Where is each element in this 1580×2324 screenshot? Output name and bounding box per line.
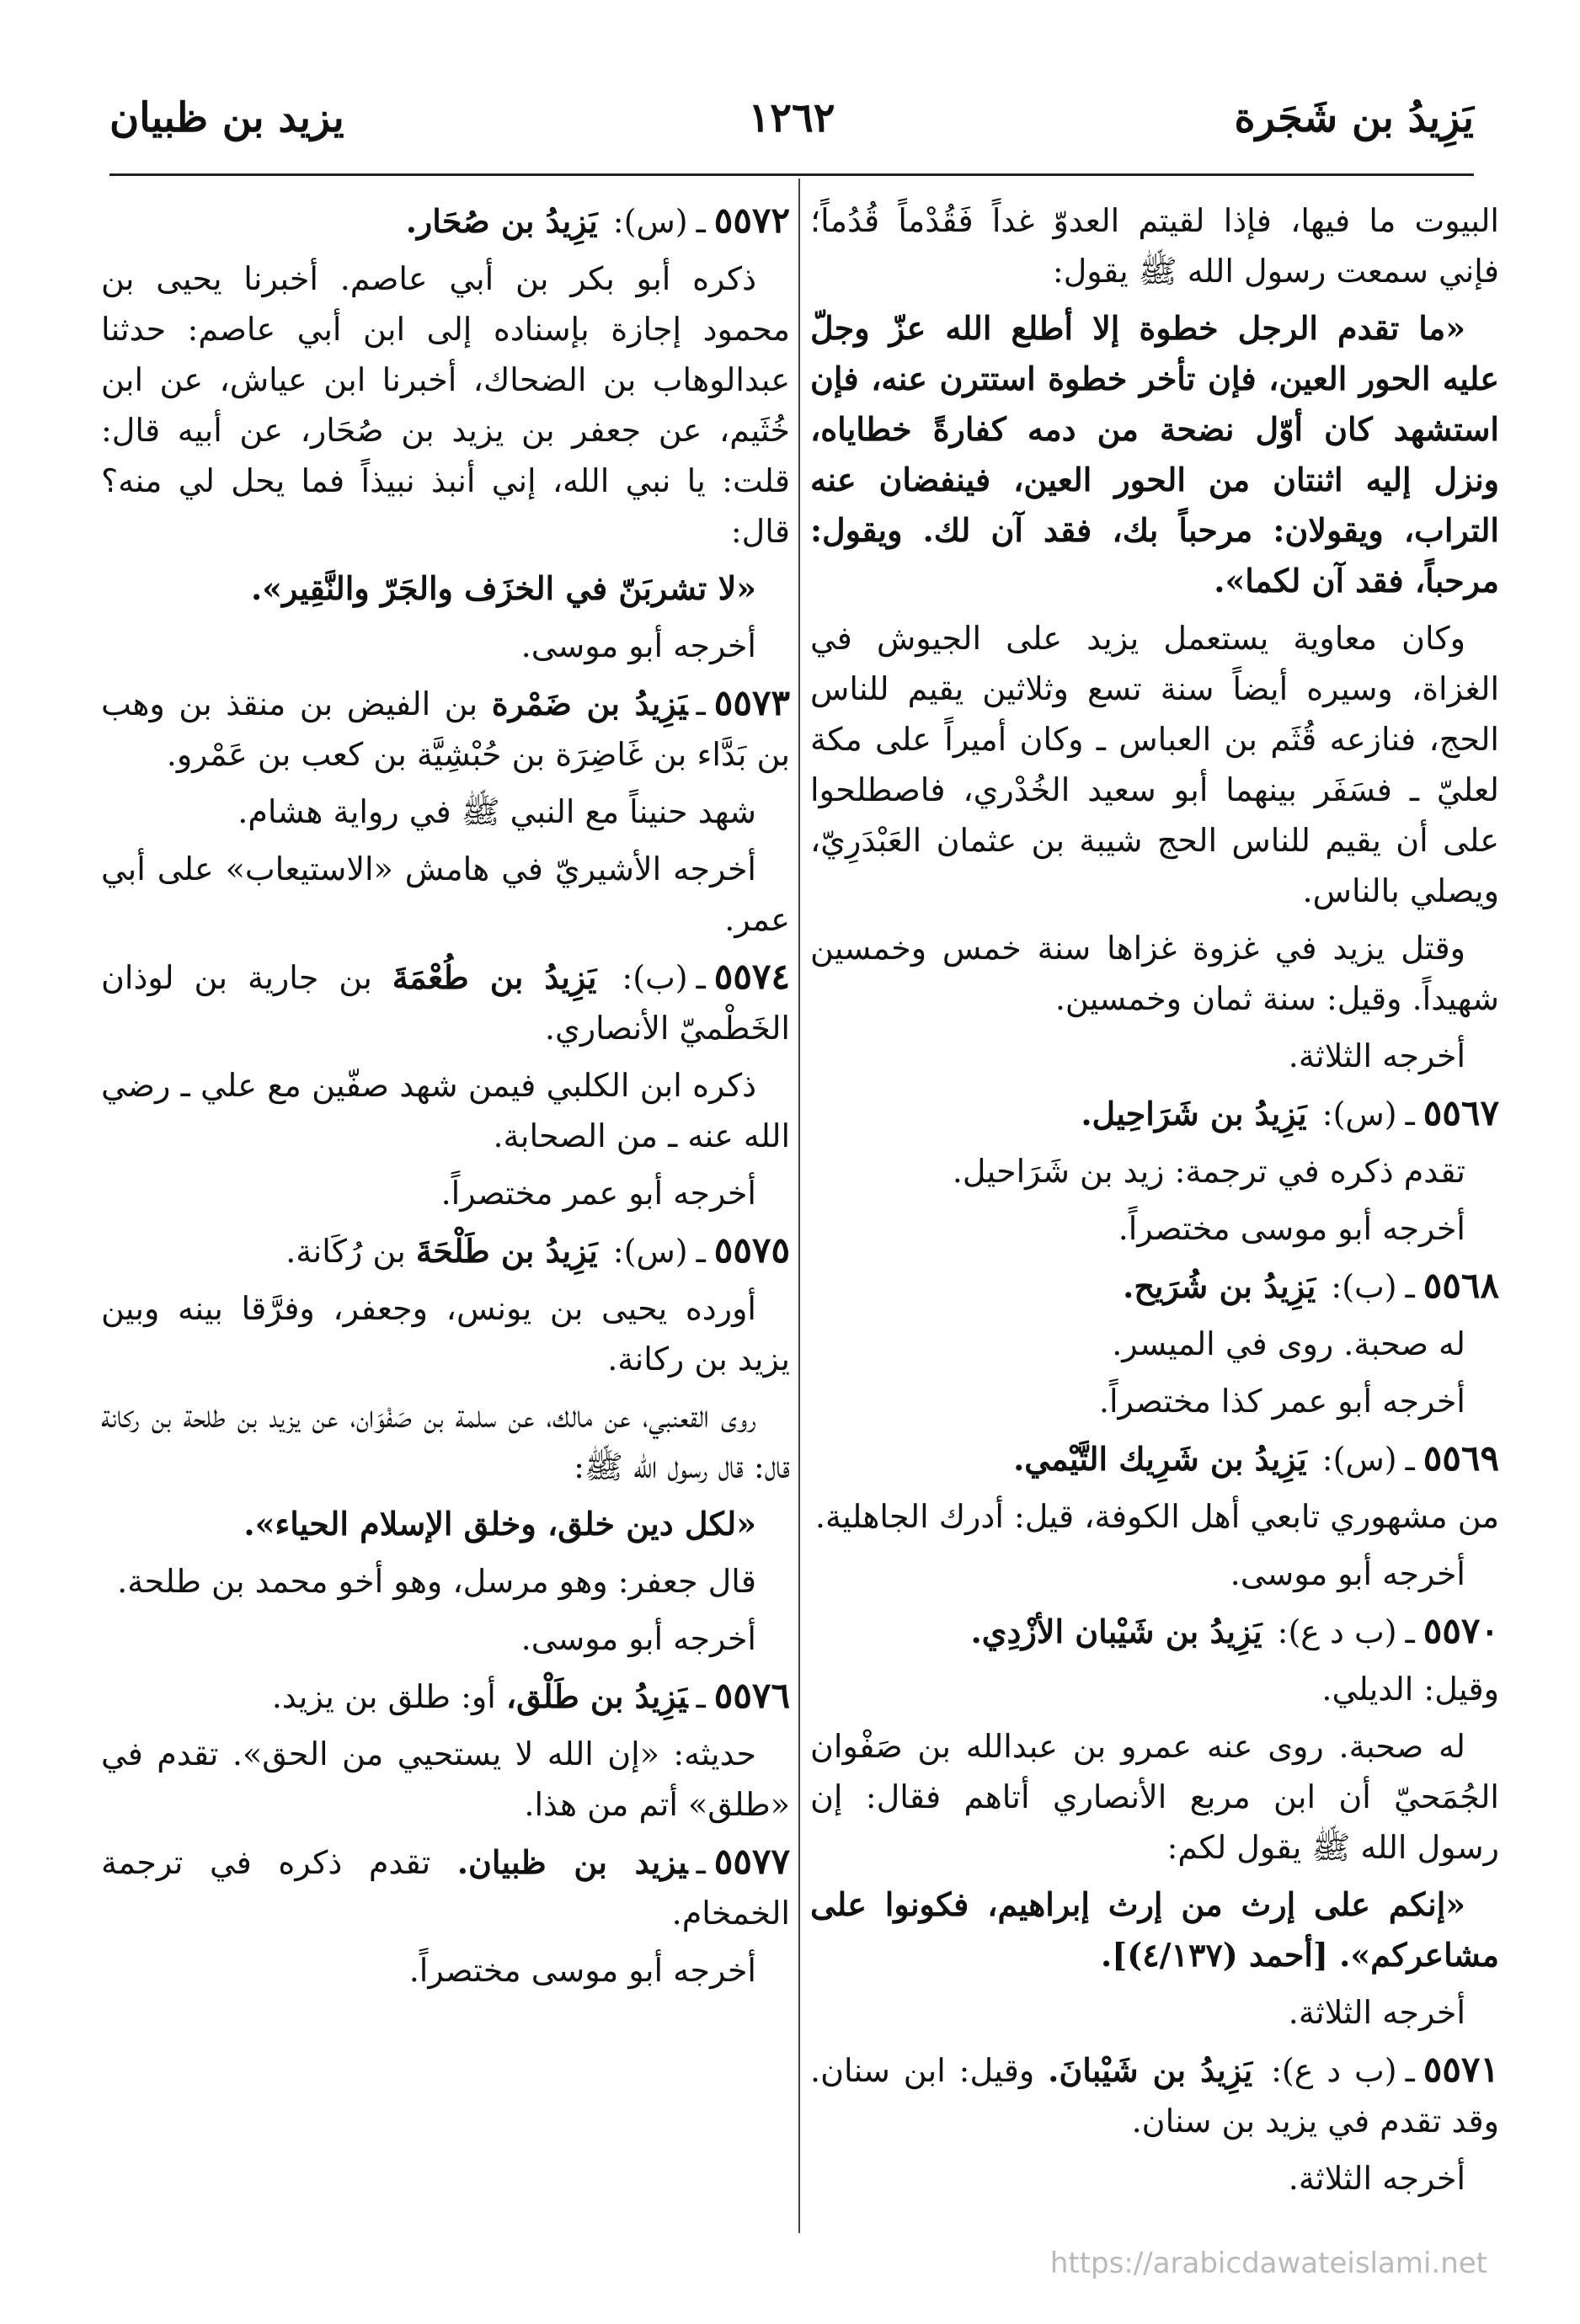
entry-name: يَزِيدُ بن شَرِيك التَّيْمي. (1013, 1440, 1307, 1478)
body-paragraph: روى القعنبي، عن مالك، عن سلمة بن صَفْوَان، عن يزيد بن طلحة بن ركانة قال: قال رسول الله ﷺ: (101, 1398, 790, 1485)
entry-dash: ـ (696, 1678, 706, 1715)
body-paragraph: أورده يحيى بن يونس، وجعفر، وفرَّقا بينه وبين يزيد بن ركانة. (101, 1290, 790, 1378)
entry-number: ٥٥٦٩ (1423, 1437, 1499, 1479)
entry-lineage: تقدم ذكره في ترجمة الخمخام. (101, 1844, 790, 1932)
source-code: (ب د ع): (1271, 2052, 1397, 2089)
biography-entry-heading (810, 1261, 1499, 1312)
source-code: (س): (612, 1233, 688, 1270)
entry-dash: ـ (696, 203, 706, 240)
body-paragraph: من مشهوري تابعي أهل الكوفة، قيل: أدرك الجاهلية. (814, 1498, 1499, 1535)
body-paragraph: له صحبة. روى في الميسر. (1112, 1325, 1465, 1362)
biography-entry-heading (810, 1433, 1499, 1484)
entry-number: ٥٥٧٠ (1423, 1610, 1499, 1651)
biography-entry-heading (101, 951, 790, 1053)
entry-lineage: أو: طلق بن يزيد. (271, 1678, 506, 1715)
entry-dash: ـ (1405, 1095, 1415, 1133)
entry-dash: ـ (1405, 2052, 1415, 2089)
running-title-left: يزيد بن ظبيان (109, 94, 344, 141)
biography-entry-heading (810, 1088, 1499, 1139)
entry-dash: ـ (696, 1844, 706, 1881)
hadith-quote: «لا تشربَنّ في الخزَف والجَرّ والنَّقِير». (251, 569, 756, 607)
running-title-right: يَزِيدُ بن شَجَرة (1234, 94, 1474, 141)
entry-dash: ـ (696, 1233, 706, 1270)
body-paragraph: أخرجه أبو موسى. (520, 627, 756, 664)
body-paragraph: شهد حنيناً مع النبي ﷺ في رواية هشام. (238, 793, 756, 830)
hadith-quote: «ما تقدم الرجل خطوة إلا أطلع الله عزّ وجلّ عليه الحور العين، فإن تأخر خطوة استترن عنه، فإن استشهد كان أوّل نضحة من دمه كفارةً خطاياه، ونزل إليه اثنتان من الحور العين، فينفضان عنه التراب، ويقولان: مرحباً بك، فقد آن لك. ويقول: مرحباً، فقد آن لكما». (810, 309, 1499, 600)
entry-name: يزيد بن ظبيان. (456, 1843, 688, 1881)
body-paragraph: له صحبة. روى عنه عمرو بن عبدالله بن صَفْوان الجُمَحيّ أن ابن مربع الأنصاري أتاهم فقال: إن رسول الله ﷺ يقول لكم: (810, 1728, 1499, 1866)
biography-entry-heading (101, 678, 790, 780)
body-paragraph: وقتل يزيد في غزوة غزاها سنة خمس وخمسين شهيداً. وقيل: سنة ثمان وخمسين. (810, 930, 1499, 1017)
entry-name: يَزِيدُ بن طَلْق، (505, 1677, 688, 1715)
entry-dash: ـ (1405, 1441, 1415, 1478)
biography-entry-heading (810, 1606, 1499, 1657)
entry-dash: ـ (696, 959, 706, 996)
entry-name: يَزِيدُ بن ضَمْرة (491, 685, 688, 722)
page-header (109, 94, 1474, 165)
entry-name: يَزِيدُ بن طَلْحَةَ (415, 1232, 598, 1270)
source-code: (ب): (622, 959, 688, 996)
entry-number: ٥٥٧٦ (713, 1675, 790, 1716)
body-paragraph: البيوت ما فيها، فإذا لقيتم العدوّ غداً فَقُدْماً قُدُماً؛ فإني سمعت رسول الله ﷺ يقول: (810, 202, 1499, 290)
body-paragraph: أخرجه أبو عمر مختصراً. (440, 1175, 756, 1212)
right-column (810, 195, 1499, 2210)
body-paragraph: أخرجه الثلاثة. (1288, 2160, 1465, 2197)
entry-number: ٥٥٦٨ (1423, 1265, 1499, 1306)
page-number: ١٢٦٢ (748, 94, 835, 141)
biography-entry-heading (101, 1836, 790, 1938)
entry-lineage: بن الفيض بن منقذ بن وهب بن بَدَّاء بن غَاضِرَة بن حُبْشِيَّة بن كعب بن عَمْرو. (101, 685, 790, 773)
body-paragraph: تقدم ذكره في ترجمة: زيد بن شَرَاحيل. (952, 1153, 1465, 1190)
body-paragraph: أخرجه أبو موسى مختصراً. (1118, 1210, 1465, 1247)
entry-number: ٥٥٧٤ (713, 956, 790, 997)
body-paragraph: أخرجه الأشيريّ في هامش «الاستيعاب» على أبي عمر. (101, 850, 790, 938)
entry-number: ٥٥٧٥ (713, 1229, 790, 1271)
entry-lineage: بن جارية بن لوذان الخَطْميّ الأنصاري. (101, 959, 790, 1047)
entry-number: ٥٥٧١ (1423, 2049, 1499, 2090)
body-paragraph: وقيل: الديلي. (1321, 1671, 1499, 1708)
source-code: (س): (1321, 1441, 1397, 1478)
body-paragraph: ذكره أبو بكر بن أبي عاصم. أخبرنا يحيى بن محمود إجازة بإسناده إلى ابن أبي عاصم: حدثنا عبدالوهاب بن الضحاك، أخبرنا ابن عياش، عن ابن خُثَيم، عن جعفر بن يزيد بن صُحَار، عن أبيه قال: قلت: يا نبي الله، إني أنبذ نبيذاً فما يحل لي منه؟ قال: (101, 260, 791, 550)
body-paragraph: ذكره ابن الكلبي فيمن شهد صفّين مع علي ـ رضي الله عنه ـ من الصحابة. (101, 1067, 790, 1154)
biography-entry-heading (101, 195, 790, 247)
biography-entry-heading (101, 1225, 790, 1277)
entry-lineage: بن رُكَانة. (286, 1233, 416, 1270)
source-code: (ب): (1331, 1268, 1397, 1305)
entry-lineage: وقيل: ابن سنان. وقد تقدم في يزيد بن سنان. (810, 2052, 1499, 2140)
entry-dash: ـ (696, 685, 706, 722)
entry-name: يَزِيدُ بن شُرَيح. (1123, 1267, 1316, 1305)
body-paragraph: أخرجه الثلاثة. (1288, 1994, 1465, 2031)
entry-number: ٥٥٧٢ (713, 200, 790, 241)
entry-number: ٥٥٧٣ (713, 682, 791, 723)
body-paragraph: أخرجه أبو موسى مختصراً. (408, 1952, 756, 1989)
entry-number: ٥٥٦٧ (1423, 1092, 1499, 1133)
hadith-quote: «إنكم على إرث من إرث إبراهيم، فكونوا على مشاعركم». [أحمد (٤/١٣٧)]. (810, 1885, 1499, 1974)
source-code: (س): (1321, 1095, 1397, 1133)
entry-name: يَزِيدُ بن شَرَاحِيل. (1081, 1095, 1307, 1133)
entry-name: يَزِيدُ بن شَيْبانَ. (1048, 2051, 1253, 2089)
source-code: (س): (612, 203, 688, 240)
body-paragraph: وكان معاوية يستعمل يزيد على الجيوش في الغزاة، وسيره أيضاً سنة تسع وثلاثين يقيم للناس الحج، فنازعه قُثَم بن العباس ـ وكان أميراً على مكة لعليّ ـ فسَفَر بينهما أبو سعيد الخُدْري، فاصطلحوا على أن يقيم للناس الحج شيبة بن عثمان العَبْدَرِيّ، ويصلي بالناس. (810, 620, 1499, 909)
left-column (101, 195, 790, 2002)
body-paragraph: قال جعفر: وهو مرسل، وهو أخو محمد بن طلحة. (117, 1563, 756, 1600)
entry-number: ٥٥٧٧ (713, 1841, 790, 1882)
column-divider (798, 179, 800, 2233)
body-paragraph: حديثه: «إن الله لا يستحيي من الحق». تقدم في «طلق» أتم من هذا. (101, 1735, 790, 1823)
source-code: (ب د ع): (1277, 1613, 1397, 1650)
entry-name: يَزِيدُ بن طُعْمَةَ (392, 958, 597, 996)
biography-entry-heading (101, 1671, 790, 1722)
entry-name: يَزِيدُ بن صُحَار. (405, 202, 598, 240)
body-paragraph: أخرجه الثلاثة. (1288, 1037, 1465, 1074)
body-paragraph: أخرجه أبو موسى. (1230, 1555, 1465, 1592)
body-paragraph: أخرجه أبو موسى. (520, 1620, 756, 1657)
entry-name: يَزِيدُ بن شَيْبان الأزْدِي. (970, 1612, 1262, 1650)
biography-entry-heading (810, 2044, 1499, 2146)
body-paragraph: أخرجه أبو عمر كذا مختصراً. (1098, 1383, 1465, 1420)
header-rule (109, 173, 1474, 176)
entry-dash: ـ (1405, 1268, 1415, 1305)
hadith-quote: «لكل دين خلق، وخلق الإسلام الحياء». (243, 1505, 756, 1543)
entry-dash: ـ (1405, 1613, 1415, 1650)
watermark-url: https://arabicdawateislami.net (1049, 2247, 1487, 2280)
